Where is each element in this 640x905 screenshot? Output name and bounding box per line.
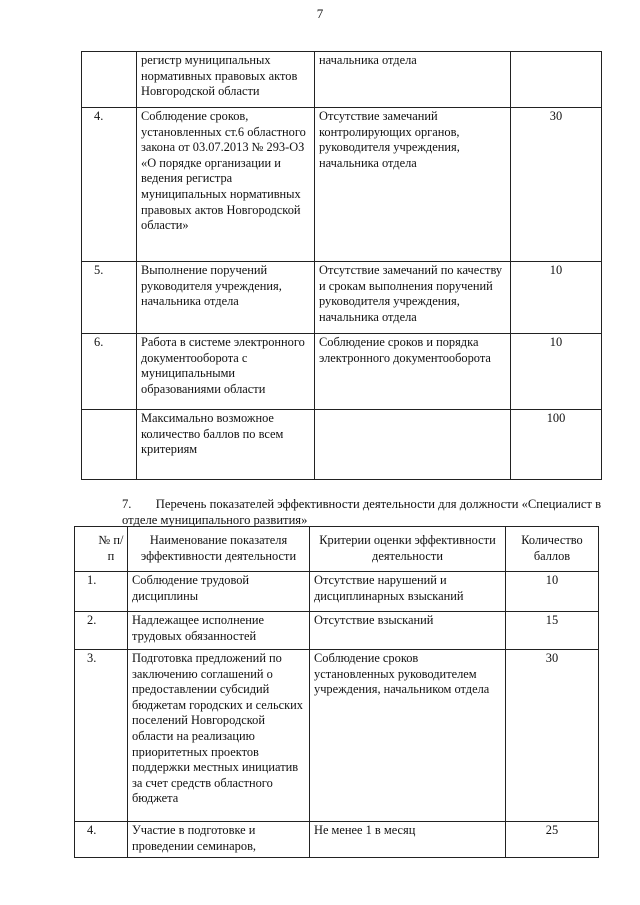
points: 25 [506, 822, 599, 858]
table-row [82, 262, 602, 334]
evaluation-criteria [315, 410, 511, 480]
row-number: 5. [82, 262, 137, 334]
section-heading [122, 496, 602, 528]
indicator-name: Подготовка предложений по заключению соглашений о предоставлении субсидий бюджетам городских и сельских поселений Новгородской области на реализацию приоритетных проектов поддержки местных инициатив за счет средств областного бюджета [128, 650, 310, 822]
table-row [75, 822, 599, 858]
table-row [82, 52, 602, 108]
evaluation-criteria: Соблюдение сроков установленных руководителем учреждения, начальником отдела [310, 650, 506, 822]
indicator-name: Соблюдение трудовой дисциплины [128, 572, 310, 612]
indicator-name: Соблюдение сроков, установленных ст.6 областного закона от 03.07.2013 № 293-ОЗ «О порядке организации и ведения регистра муниципальных нормативных правовых актов Новгородской области» [137, 108, 315, 262]
table-row [82, 410, 602, 480]
row-number [82, 52, 137, 108]
evaluation-criteria: Отсутствие взысканий [310, 612, 506, 650]
row-number: 4. [75, 822, 128, 858]
row-number: 2. [75, 612, 128, 650]
evaluation-criteria: Отсутствие замечаний контролирующих органов, руководителя учреждения, начальника отдела [315, 108, 511, 262]
evaluation-criteria: Не менее 1 в месяц [310, 822, 506, 858]
header-number: № п/п [75, 527, 128, 572]
section-number: 7. [122, 497, 132, 511]
row-number: 3. [75, 650, 128, 822]
indicator-name: Работа в системе электронного документооборота с муниципальными образованиями области [137, 334, 315, 410]
indicator-name: Надлежащее исполнение трудовых обязанностей [128, 612, 310, 650]
table-row [75, 572, 599, 612]
points: 10 [506, 572, 599, 612]
points: 15 [506, 612, 599, 650]
evaluation-criteria: Соблюдение сроков и порядка электронного документооборота [315, 334, 511, 410]
indicator-name: Максимально возможное количество баллов по всем критериям [137, 410, 315, 480]
indicator-name: Выполнение поручений руководителя учреждения, начальника отдела [137, 262, 315, 334]
row-number: 6. [82, 334, 137, 410]
evaluation-criteria: начальника отдела [315, 52, 511, 108]
row-number: 4. [82, 108, 137, 262]
table-row [82, 108, 602, 262]
points: 30 [506, 650, 599, 822]
table-row [82, 334, 602, 410]
header-points: Количество баллов [506, 527, 599, 572]
table-header-row [75, 527, 599, 572]
criteria-table-specialist [74, 526, 599, 858]
points: 10 [511, 334, 602, 410]
points [511, 52, 602, 108]
row-number: 1. [75, 572, 128, 612]
points: 100 [511, 410, 602, 480]
header-criteria: Критерии оценки эффективности деятельности [310, 527, 506, 572]
table-row [75, 650, 599, 822]
evaluation-criteria: Отсутствие нарушений и дисциплинарных взысканий [310, 572, 506, 612]
row-number [82, 410, 137, 480]
indicator-name: регистр муниципальных нормативных правовых актов Новгородской области [137, 52, 315, 108]
section-title: Перечень показателей эффективности деятельности для должности «Специалист в отделе муниципального развития» [122, 497, 602, 527]
criteria-table-continued [81, 51, 602, 480]
points: 30 [511, 108, 602, 262]
page-number: 7 [316, 6, 324, 21]
evaluation-criteria: Отсутствие замечаний по качеству и срокам выполнения поручений руководителя учреждения, начальника отдела [315, 262, 511, 334]
points: 10 [511, 262, 602, 334]
header-indicator: Наименование показателя эффективности деятельности [128, 527, 310, 572]
table-row [75, 612, 599, 650]
indicator-name: Участие в подготовке и проведении семинаров, [128, 822, 310, 858]
